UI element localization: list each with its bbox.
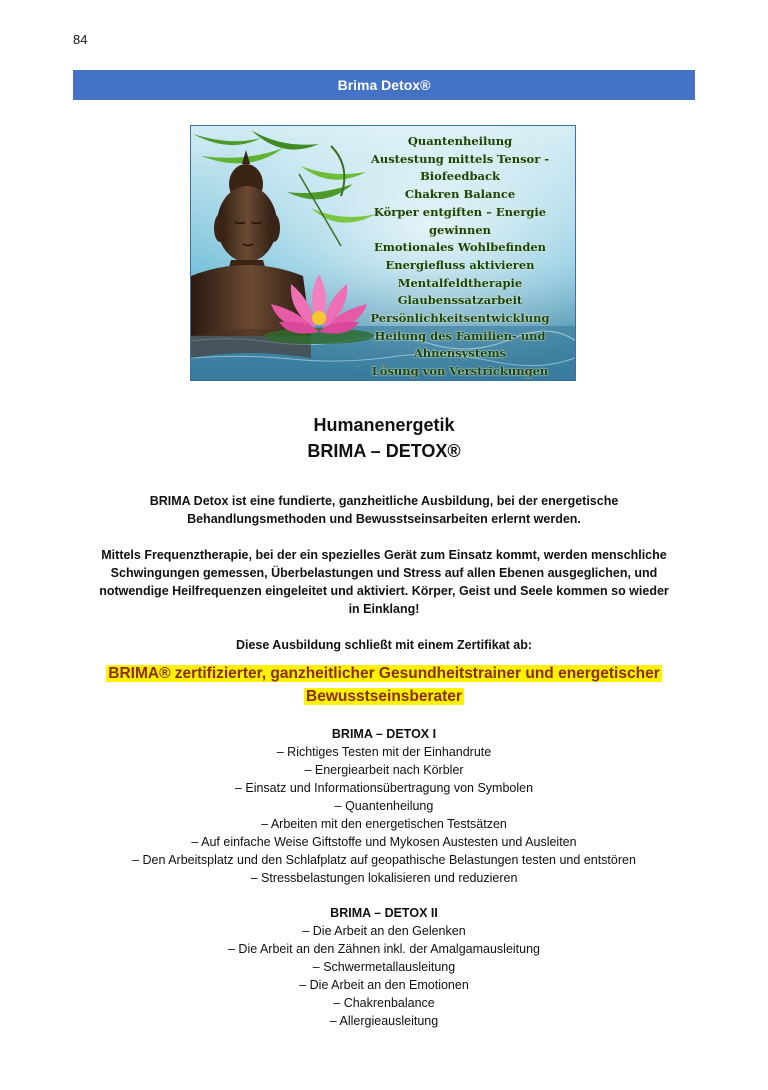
hero-topic: Körper entgiften – Energie gewinnen (373, 204, 547, 237)
hero-topic: Ahnensystems (413, 346, 507, 361)
list-item: – Energiearbeit nach Körbler (304, 763, 464, 777)
certificate-title (60, 662, 708, 708)
list-item: – Arbeiten mit den energetischen Testsätzen (261, 817, 507, 831)
list-item: – Die Arbeit an den Emotionen (299, 978, 469, 992)
list-item: – Die Arbeit an den Zähnen inkl. der Amalgamausleitung (228, 942, 540, 956)
list-item: – Einsatz und Informationsübertragung von Symbolen (234, 781, 534, 795)
hero-topic: Lösung von Verstrickungen (371, 364, 549, 379)
certificate-line: Bewusstseinsberater (306, 688, 462, 705)
list-item: – Allergieausleitung (329, 1014, 439, 1028)
paragraph-line: Schwingungen gemessen, Überbelastungen und Stress auf allen Ebenen ausgeglichen, und (110, 566, 658, 580)
certificate-line: BRIMA® zertifizierter, ganzheitlicher Gesundheitstrainer und energetischer (108, 665, 660, 682)
title-line: BRIMA – DETOX® (307, 441, 461, 461)
paragraph-line: BRIMA Detox ist eine fundierte, ganzheitliche Ausbildung, bei der energetische (149, 494, 619, 508)
module-item-list (60, 743, 708, 887)
hero-topic: Emotionales Wohlbefinden (373, 240, 547, 255)
hero-image (190, 125, 576, 381)
list-item: – Den Arbeitsplatz und den Schlafplatz auf geopathische Belastungen testen und entstören (132, 853, 636, 867)
list-item: – Schwermetallausleitung (312, 960, 456, 974)
module-title: BRIMA – DETOX II (330, 906, 438, 920)
hero-topic: Glaubenssatzarbeit (397, 293, 523, 308)
list-item: – Richtiges Testen mit der Einhandrute (276, 745, 492, 759)
paragraph-line: notwendige Heilfrequenzen eingeleitet und aktiviert. Körper, Geist und Seele kommen so wieder (99, 584, 669, 598)
intro-paragraph (60, 492, 708, 528)
list-item: – Chakrenbalance (333, 996, 435, 1010)
module-detox-2 (60, 904, 708, 1030)
page-number: 84 (73, 32, 88, 47)
section-header-bar (73, 70, 695, 100)
list-item: – Auf einfache Weise Giftstoffe und Mykosen Austesten und Ausleiten (191, 835, 577, 849)
section-header-title: Brima Detox® (337, 77, 431, 93)
hero-topic: Austestung mittels Tensor - (370, 151, 550, 166)
paragraph-line: Mittels Frequenztherapie, bei der ein spezielles Gerät zum Einsatz kommt, werden menschliche (101, 548, 667, 562)
certificate-intro: Diese Ausbildung schließt mit einem Zertifikat ab: (235, 638, 533, 652)
module-detox-1 (60, 725, 708, 887)
hero-topic: Energiefluss aktivieren (385, 257, 535, 272)
document-title (60, 412, 708, 464)
list-item: – Die Arbeit an den Gelenken (302, 924, 466, 938)
title-line: Humanenergetik (313, 415, 455, 435)
hero-topic: Biofeedback (420, 169, 500, 184)
list-item: – Quantenheilung (334, 799, 434, 813)
module-title: BRIMA – DETOX I (331, 727, 437, 741)
frequency-paragraph (60, 546, 708, 618)
paragraph-line: in Einklang! (348, 602, 420, 616)
hero-topic: Mentalfeldtherapie (397, 275, 523, 290)
hero-topic: Persönlichkeitsentwicklung (370, 311, 550, 326)
hero-topic: Quantenheilung (407, 134, 513, 148)
paragraph-line: Behandlungsmethoden und Bewusstseinsarbeiten erlernt werden. (187, 512, 581, 526)
hero-topic: Heilung des Familien- und (374, 328, 546, 343)
module-item-list (60, 922, 708, 1030)
hero-topic-list (346, 133, 574, 381)
list-item: – Stressbelastungen lokalisieren und reduzieren (250, 871, 518, 885)
hero-topic: Chakren Balance (404, 187, 516, 202)
